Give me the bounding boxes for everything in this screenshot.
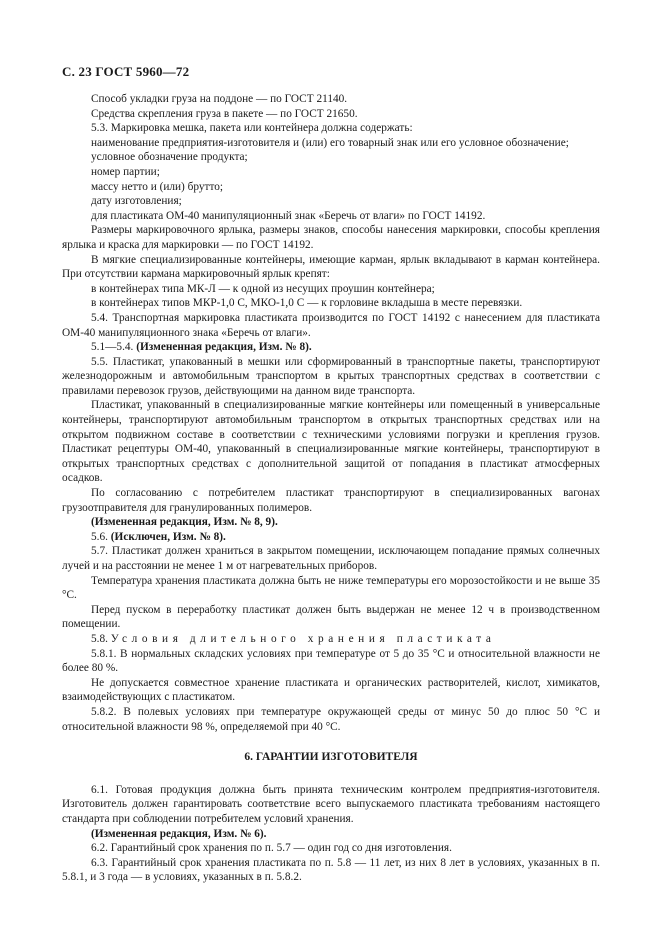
document-body — [62, 92, 600, 885]
paragraph: 5.8.2. В полевых условиях при температуре окружающей среды от минус 50 до плюс 50 °С и относительной влажности 98 %, определяемой при 40 °С. — [62, 705, 600, 733]
clause-range: 5.1—5.4. — [91, 341, 134, 354]
amendment-label: (Измененная редакция, Изм. № 8, 9). — [91, 516, 278, 529]
paragraph: 5.8.1. В нормальных складских условиях при температуре от 5 до 35 °С и относительной влажности не более 80 %. — [62, 647, 600, 675]
paragraph: условное обозначение продукта; — [91, 151, 248, 164]
paragraph: 6.1. Готовая продукция должна быть принята техническим контролем предприятия-изготовителя. Изготовитель должен гарантировать соответствие всего выпускаемого пластиката требованиям настоящего стандарта при соблюдении потребителем условий хранения. — [62, 783, 600, 825]
paragraph: Не допускается совместное хранение пластиката и органических растворителей, кислот, химикатов, взаимодействующих с пластикатом. — [62, 676, 600, 704]
amendment-label: (Измененная редакция, Изм. № 8). — [136, 341, 312, 354]
paragraph: для пластиката ОМ-40 манипуляционный знак «Беречь от влаги» по ГОСТ 14192. — [91, 209, 486, 222]
paragraph: Средства скрепления груза в пакете — по ГОСТ 21650. — [91, 107, 358, 120]
subsection-title: Условия длительного хранения пластиката — [110, 632, 496, 645]
paragraph: в контейнерах типов МКР-1,0 С, МКО-1,0 С — к горловине вкладыша в месте перевязки. — [91, 297, 523, 310]
excluded-clause — [62, 530, 600, 545]
subsection-heading — [62, 632, 600, 647]
paragraph: в контейнерах типа МК-Л — к одной из несущих проушин контейнера; — [91, 282, 435, 295]
paragraph: Пластикат, упакованный в специализированные мягкие контейнеры или помещенный в универсальные контейнеры, транспортируют автомобильным транспортом в открытых транспортных средствах или на открытом подвижном составе в соответствии с техническими условиями погрузки и крепления грузов. Пластикат рецептуры ОМ-40, упакованный в специализированные мягкие контейнеры, транспортируют в открытых транспортных средствах с дополнительной защитой от попадания в пластикат атмосферных осадков. — [62, 399, 600, 485]
paragraph: номер партии; — [91, 165, 160, 178]
paragraph: Температура хранения пластиката должна быть не ниже температуры его морозостойкости и не выше 35 °С. — [62, 574, 600, 602]
paragraph: 6.3. Гарантийный срок хранения пластиката по п. 5.8 — 11 лет, из них 8 лет в условиях, указанных в п. 5.8.1, и 3 года — в условиях, указанных в п. 5.8.2. — [62, 856, 600, 884]
amendment-label: (Исключен, Изм. № 8). — [110, 530, 226, 543]
paragraph: дату изготовления; — [91, 195, 182, 208]
clause-number: 5.8. — [91, 632, 108, 645]
paragraph: Способ укладки груза на поддоне — по ГОСТ 21140. — [91, 93, 348, 105]
paragraph: Размеры маркировочного ярлыка, размеры знаков, способы нанесения маркировки, способы крепления ярлыка и краска для маркировки — по ГОСТ 14192. — [62, 224, 600, 251]
paragraph: массу нетто и (или) брутто; — [91, 180, 224, 193]
paragraph: 6.2. Гарантийный срок хранения по п. 5.7 — один год со дня изготовления. — [91, 842, 452, 855]
paragraph: В мягкие специализированные контейнеры, имеющие карман, ярлык вкладывают в карман контейнера. При отсутствии кармана маркировочный ярлык крепят: — [62, 253, 600, 281]
paragraph: 5.3. Маркировка мешка, пакета или контейнера должна содержать: — [91, 122, 413, 135]
section-title: 6. ГАРАНТИИ ИЗГОТОВИТЕЛЯ — [244, 751, 418, 764]
page-header: С. 23 ГОСТ 5960—72 — [62, 64, 190, 79]
paragraph: По согласованию с потребителем пластикат транспортируют в специализированных вагонах грузоотправителя для гранулированных полимеров. — [62, 487, 600, 514]
paragraph: 5.7. Пластикат должен храниться в закрытом помещении, исключающем попадание прямых солнечных лучей и на расстоянии не менее 1 м от нагревательных приборов. — [62, 545, 600, 572]
amendment-label: (Измененная редакция, Изм. № 6). — [91, 827, 267, 840]
paragraph: наименование предприятия-изготовителя и (или) его товарный знак или его условное обозначение; — [91, 136, 569, 149]
paragraph: Перед пуском в переработку пластикат должен быть выдержан не менее 12 ч в производственном помещении. — [62, 603, 600, 631]
paragraph: 5.4. Транспортная маркировка пластиката производится по ГОСТ 14192 с нанесением для пластиката ОМ-40 манипуляционного знака «Беречь от влаги». — [62, 311, 600, 339]
amendment-note — [62, 340, 600, 355]
clause-number: 5.6. — [91, 530, 108, 543]
paragraph: 5.5. Пластикат, упакованный в мешки или сформированный в транспортные пакеты, транспортируют железнодорожным и автомобильным транспортом в крытых транспортных средствах в соответствии с правилами перевозок грузов, действующими на данном виде транспорта. — [62, 355, 600, 397]
